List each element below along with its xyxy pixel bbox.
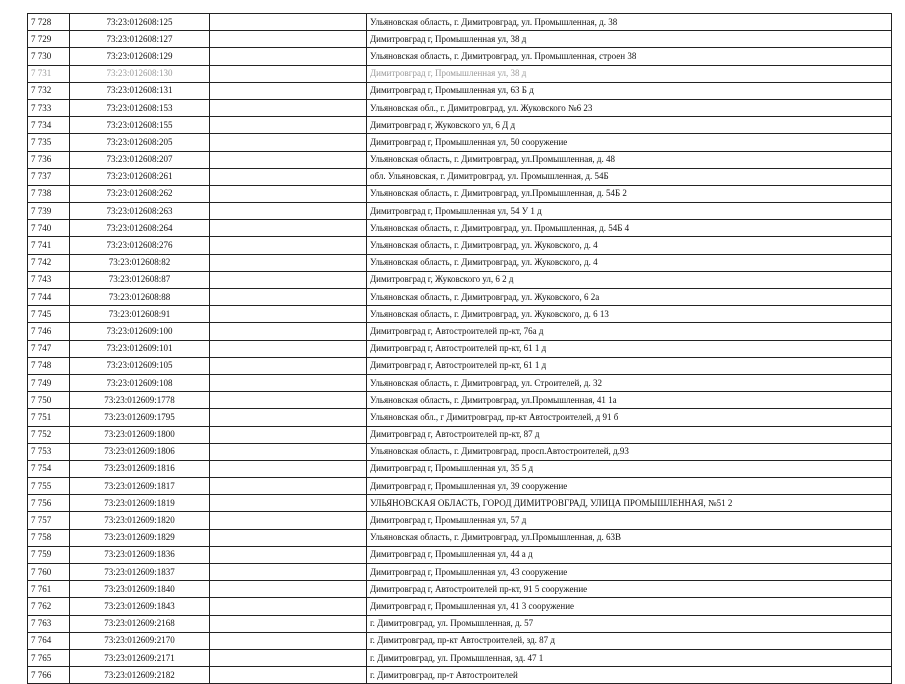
address-cell: Ульяновская область, г. Димитровград, ул. Жуковского, д. 4 (367, 237, 892, 254)
blank-cell (210, 237, 367, 254)
row-number-cell: 7 744 (28, 289, 70, 306)
blank-cell (210, 99, 367, 116)
cadastral-number-cell: 73:23:012608:264 (70, 220, 210, 237)
table-row (28, 14, 892, 31)
address-cell: Ульяновская обл., г. Димитровград, ул. Жуковского №6 23 (367, 99, 892, 116)
address-cell: г. Димитровград, ул. Промышленная, зд. 47 1 (367, 649, 892, 666)
blank-cell (210, 409, 367, 426)
blank-cell (210, 323, 367, 340)
table-row (28, 117, 892, 134)
table-row (28, 203, 892, 220)
cadastral-number-cell: 73:23:012608:88 (70, 289, 210, 306)
address-cell: Димитровград г, Автостроителей пр-кт, 87 д (367, 426, 892, 443)
row-number-cell: 7 752 (28, 426, 70, 443)
blank-cell (210, 443, 367, 460)
address-cell: Ульяновская область, г. Димитровград, ул. Промышленная, д. 38 (367, 14, 892, 31)
row-number-cell: 7 756 (28, 495, 70, 512)
cadastral-number-cell: 73:23:012609:1840 (70, 581, 210, 598)
table-row (28, 564, 892, 581)
blank-cell (210, 117, 367, 134)
blank-cell (210, 271, 367, 288)
blank-cell (210, 392, 367, 409)
table-row (28, 649, 892, 666)
table-row (28, 374, 892, 391)
cadastral-number-cell: 73:23:012608:263 (70, 203, 210, 220)
table-row (28, 615, 892, 632)
cadastral-number-cell: 73:23:012609:1806 (70, 443, 210, 460)
row-number-cell: 7 740 (28, 220, 70, 237)
blank-cell (210, 667, 367, 684)
address-cell: Димитровград г, Автостроителей пр-кт, 61 1 д (367, 340, 892, 357)
row-number-cell: 7 764 (28, 632, 70, 649)
address-cell: Димитровград г, Автостроителей пр-кт, 91 5 сооружение (367, 581, 892, 598)
row-number-cell: 7 765 (28, 649, 70, 666)
blank-cell (210, 460, 367, 477)
cadastral-number-cell: 73:23:012609:2170 (70, 632, 210, 649)
table-row (28, 598, 892, 615)
blank-cell (210, 254, 367, 271)
address-cell: Димитровград г, Промышленная ул, 57 д (367, 512, 892, 529)
blank-cell (210, 649, 367, 666)
register-table-body (28, 14, 892, 684)
blank-cell (210, 151, 367, 168)
row-number-cell: 7 750 (28, 392, 70, 409)
cadastral-number-cell: 73:23:012608:127 (70, 31, 210, 48)
table-row (28, 271, 892, 288)
blank-cell (210, 632, 367, 649)
address-cell: Димитровград г, Промышленная ул, 44 а д (367, 546, 892, 563)
table-row (28, 168, 892, 185)
blank-cell (210, 289, 367, 306)
cadastral-number-cell: 73:23:012609:2168 (70, 615, 210, 632)
row-number-cell: 7 745 (28, 306, 70, 323)
row-number-cell: 7 761 (28, 581, 70, 598)
cadastral-number-cell: 73:23:012609:108 (70, 374, 210, 391)
table-row (28, 48, 892, 65)
table-row (28, 443, 892, 460)
row-number-cell: 7 747 (28, 340, 70, 357)
row-number-cell: 7 743 (28, 271, 70, 288)
cadastral-number-cell: 73:23:012609:1778 (70, 392, 210, 409)
address-cell: Димитровград г, Промышленная ул, 39 сооружение (367, 478, 892, 495)
address-cell: Димитровград г, Жуковского ул, 6 2 д (367, 271, 892, 288)
cadastral-number-cell: 73:23:012609:101 (70, 340, 210, 357)
address-cell: Димитровград г, Автостроителей пр-кт, 61 1 д (367, 357, 892, 374)
blank-cell (210, 65, 367, 82)
row-number-cell: 7 766 (28, 667, 70, 684)
blank-cell (210, 31, 367, 48)
address-cell: Ульяновская область, г. Димитровград, ул.Промышленная, 41 1а (367, 392, 892, 409)
row-number-cell: 7 738 (28, 185, 70, 202)
row-number-cell: 7 762 (28, 598, 70, 615)
blank-cell (210, 168, 367, 185)
table-row (28, 426, 892, 443)
address-cell: Димитровград г, Промышленная ул, 41 3 сооружение (367, 598, 892, 615)
address-cell: Ульяновская область, г. Димитровград, ул. Промышленная, строен 38 (367, 48, 892, 65)
row-number-cell: 7 729 (28, 31, 70, 48)
cadastral-number-cell: 73:23:012609:100 (70, 323, 210, 340)
table-row (28, 667, 892, 684)
row-number-cell: 7 731 (28, 65, 70, 82)
table-row (28, 237, 892, 254)
table-row (28, 82, 892, 99)
address-cell: Ульяновская область, г. Димитровград, ул. Жуковского, д. 4 (367, 254, 892, 271)
row-number-cell: 7 735 (28, 134, 70, 151)
blank-cell (210, 357, 367, 374)
row-number-cell: 7 742 (28, 254, 70, 271)
row-number-cell: 7 754 (28, 460, 70, 477)
cadastral-number-cell: 73:23:012608:129 (70, 48, 210, 65)
cadastral-number-cell: 73:23:012609:1816 (70, 460, 210, 477)
blank-cell (210, 615, 367, 632)
row-number-cell: 7 748 (28, 357, 70, 374)
row-number-cell: 7 733 (28, 99, 70, 116)
table-row (28, 289, 892, 306)
row-number-cell: 7 730 (28, 48, 70, 65)
cadastral-number-cell: 73:23:012609:1836 (70, 546, 210, 563)
address-cell: Димитровград г, Промышленная ул, 38 д (367, 31, 892, 48)
address-cell: Димитровград г, Автостроителей пр-кт, 76а д (367, 323, 892, 340)
address-cell: Ульяновская область, г. Димитровград, ул.Промышленная, д. 63В (367, 529, 892, 546)
address-cell: Ульяновская область, г. Димитровград, ул. Жуковского, 6 2а (367, 289, 892, 306)
address-cell: г. Димитровград, пр-т Автостроителей (367, 667, 892, 684)
address-cell: г. Димитровград, пр-кт Автостроителей, зд. 87 д (367, 632, 892, 649)
row-number-cell: 7 763 (28, 615, 70, 632)
cadastral-number-cell: 73:23:012609:1843 (70, 598, 210, 615)
cadastral-number-cell: 73:23:012609:1837 (70, 564, 210, 581)
cadastral-number-cell: 73:23:012608:262 (70, 185, 210, 202)
row-number-cell: 7 732 (28, 82, 70, 99)
cadastral-number-cell: 73:23:012608:82 (70, 254, 210, 271)
cadastral-number-cell: 73:23:012609:1795 (70, 409, 210, 426)
cadastral-number-cell: 73:23:012608:153 (70, 99, 210, 116)
blank-cell (210, 512, 367, 529)
blank-cell (210, 82, 367, 99)
table-row (28, 495, 892, 512)
blank-cell (210, 374, 367, 391)
blank-cell (210, 598, 367, 615)
blank-cell (210, 306, 367, 323)
table-row (28, 151, 892, 168)
address-cell: Ульяновская область, г. Димитровград, ул. Строителей, д. 32 (367, 374, 892, 391)
blank-cell (210, 48, 367, 65)
cadastral-number-cell: 73:23:012608:130 (70, 65, 210, 82)
blank-cell (210, 529, 367, 546)
row-number-cell: 7 736 (28, 151, 70, 168)
address-cell: Ульяновская обл., г Димитровград, пр-кт Автостроителей, д 91 б (367, 409, 892, 426)
cadastral-number-cell: 73:23:012609:105 (70, 357, 210, 374)
table-row (28, 254, 892, 271)
address-cell: Ульяновская область, г. Димитровград, ул. Промышленная, д. 54Б 4 (367, 220, 892, 237)
table-row (28, 134, 892, 151)
blank-cell (210, 203, 367, 220)
address-cell: Ульяновская область, г. Димитровград, ул.Промышленная, д. 54Б 2 (367, 185, 892, 202)
address-cell: Димитровград г, Промышленная ул, 50 сооружение (367, 134, 892, 151)
row-number-cell: 7 749 (28, 374, 70, 391)
table-row (28, 340, 892, 357)
address-cell: Ульяновская область, г. Димитровград, просп.Автостроителей, д.93 (367, 443, 892, 460)
table-row (28, 546, 892, 563)
row-number-cell: 7 741 (28, 237, 70, 254)
table-row (28, 357, 892, 374)
row-number-cell: 7 760 (28, 564, 70, 581)
cadastral-number-cell: 73:23:012609:1819 (70, 495, 210, 512)
row-number-cell: 7 757 (28, 512, 70, 529)
table-row (28, 99, 892, 116)
cadastral-number-cell: 73:23:012609:1800 (70, 426, 210, 443)
blank-cell (210, 478, 367, 495)
blank-cell (210, 14, 367, 31)
table-row (28, 185, 892, 202)
blank-cell (210, 546, 367, 563)
cadastral-number-cell: 73:23:012608:276 (70, 237, 210, 254)
address-cell: г. Димитровград, ул. Промышленная, д. 57 (367, 615, 892, 632)
cadastral-number-cell: 73:23:012609:1820 (70, 512, 210, 529)
row-number-cell: 7 746 (28, 323, 70, 340)
cadastral-number-cell: 73:23:012608:261 (70, 168, 210, 185)
blank-cell (210, 134, 367, 151)
blank-cell (210, 340, 367, 357)
address-cell: Ульяновская область, г. Димитровград, ул. Жуковского, д. 6 13 (367, 306, 892, 323)
cadastral-number-cell: 73:23:012608:125 (70, 14, 210, 31)
address-cell: Димитровград г, Промышленная ул, 35 5 д (367, 460, 892, 477)
row-number-cell: 7 734 (28, 117, 70, 134)
blank-cell (210, 185, 367, 202)
cadastral-number-cell: 73:23:012609:1829 (70, 529, 210, 546)
table-row (28, 392, 892, 409)
table-row (28, 31, 892, 48)
table-row (28, 632, 892, 649)
row-number-cell: 7 739 (28, 203, 70, 220)
cadastral-number-cell: 73:23:012608:155 (70, 117, 210, 134)
blank-cell (210, 564, 367, 581)
row-number-cell: 7 728 (28, 14, 70, 31)
register-table (27, 13, 892, 684)
cadastral-number-cell: 73:23:012608:131 (70, 82, 210, 99)
table-row (28, 478, 892, 495)
cadastral-number-cell: 73:23:012608:91 (70, 306, 210, 323)
row-number-cell: 7 759 (28, 546, 70, 563)
row-number-cell: 7 737 (28, 168, 70, 185)
cadastral-number-cell: 73:23:012608:87 (70, 271, 210, 288)
row-number-cell: 7 758 (28, 529, 70, 546)
cadastral-number-cell: 73:23:012609:1817 (70, 478, 210, 495)
cadastral-number-cell: 73:23:012609:2171 (70, 649, 210, 666)
row-number-cell: 7 755 (28, 478, 70, 495)
address-cell: Димитровград г, Промышленная ул, 38 д (367, 65, 892, 82)
blank-cell (210, 426, 367, 443)
blank-cell (210, 581, 367, 598)
row-number-cell: 7 751 (28, 409, 70, 426)
address-cell: Димитровград г, Промышленная ул, 63 Б д (367, 82, 892, 99)
table-row (28, 512, 892, 529)
table-row (28, 460, 892, 477)
row-number-cell: 7 753 (28, 443, 70, 460)
table-row (28, 581, 892, 598)
address-cell: УЛЬЯНОВСКАЯ ОБЛАСТЬ, ГОРОД ДИМИТРОВГРАД, УЛИЦА ПРОМЫШЛЕННАЯ, №51 2 (367, 495, 892, 512)
table-row (28, 409, 892, 426)
table-row (28, 323, 892, 340)
address-cell: Димитровград г, Жуковского ул, 6 Д д (367, 117, 892, 134)
table-row (28, 220, 892, 237)
address-cell: обл. Ульяновская, г. Димитровград, ул. Промышленная, д. 54Б (367, 168, 892, 185)
cadastral-number-cell: 73:23:012609:2182 (70, 667, 210, 684)
blank-cell (210, 220, 367, 237)
table-row (28, 65, 892, 82)
address-cell: Димитровград г, Промышленная ул, 54 У 1 д (367, 203, 892, 220)
table-row (28, 306, 892, 323)
table-row (28, 529, 892, 546)
cadastral-number-cell: 73:23:012608:207 (70, 151, 210, 168)
blank-cell (210, 495, 367, 512)
address-cell: Ульяновская область, г. Димитровград, ул.Промышленная, д. 48 (367, 151, 892, 168)
address-cell: Димитровград г, Промышленная ул, 43 сооружение (367, 564, 892, 581)
cadastral-number-cell: 73:23:012608:205 (70, 134, 210, 151)
